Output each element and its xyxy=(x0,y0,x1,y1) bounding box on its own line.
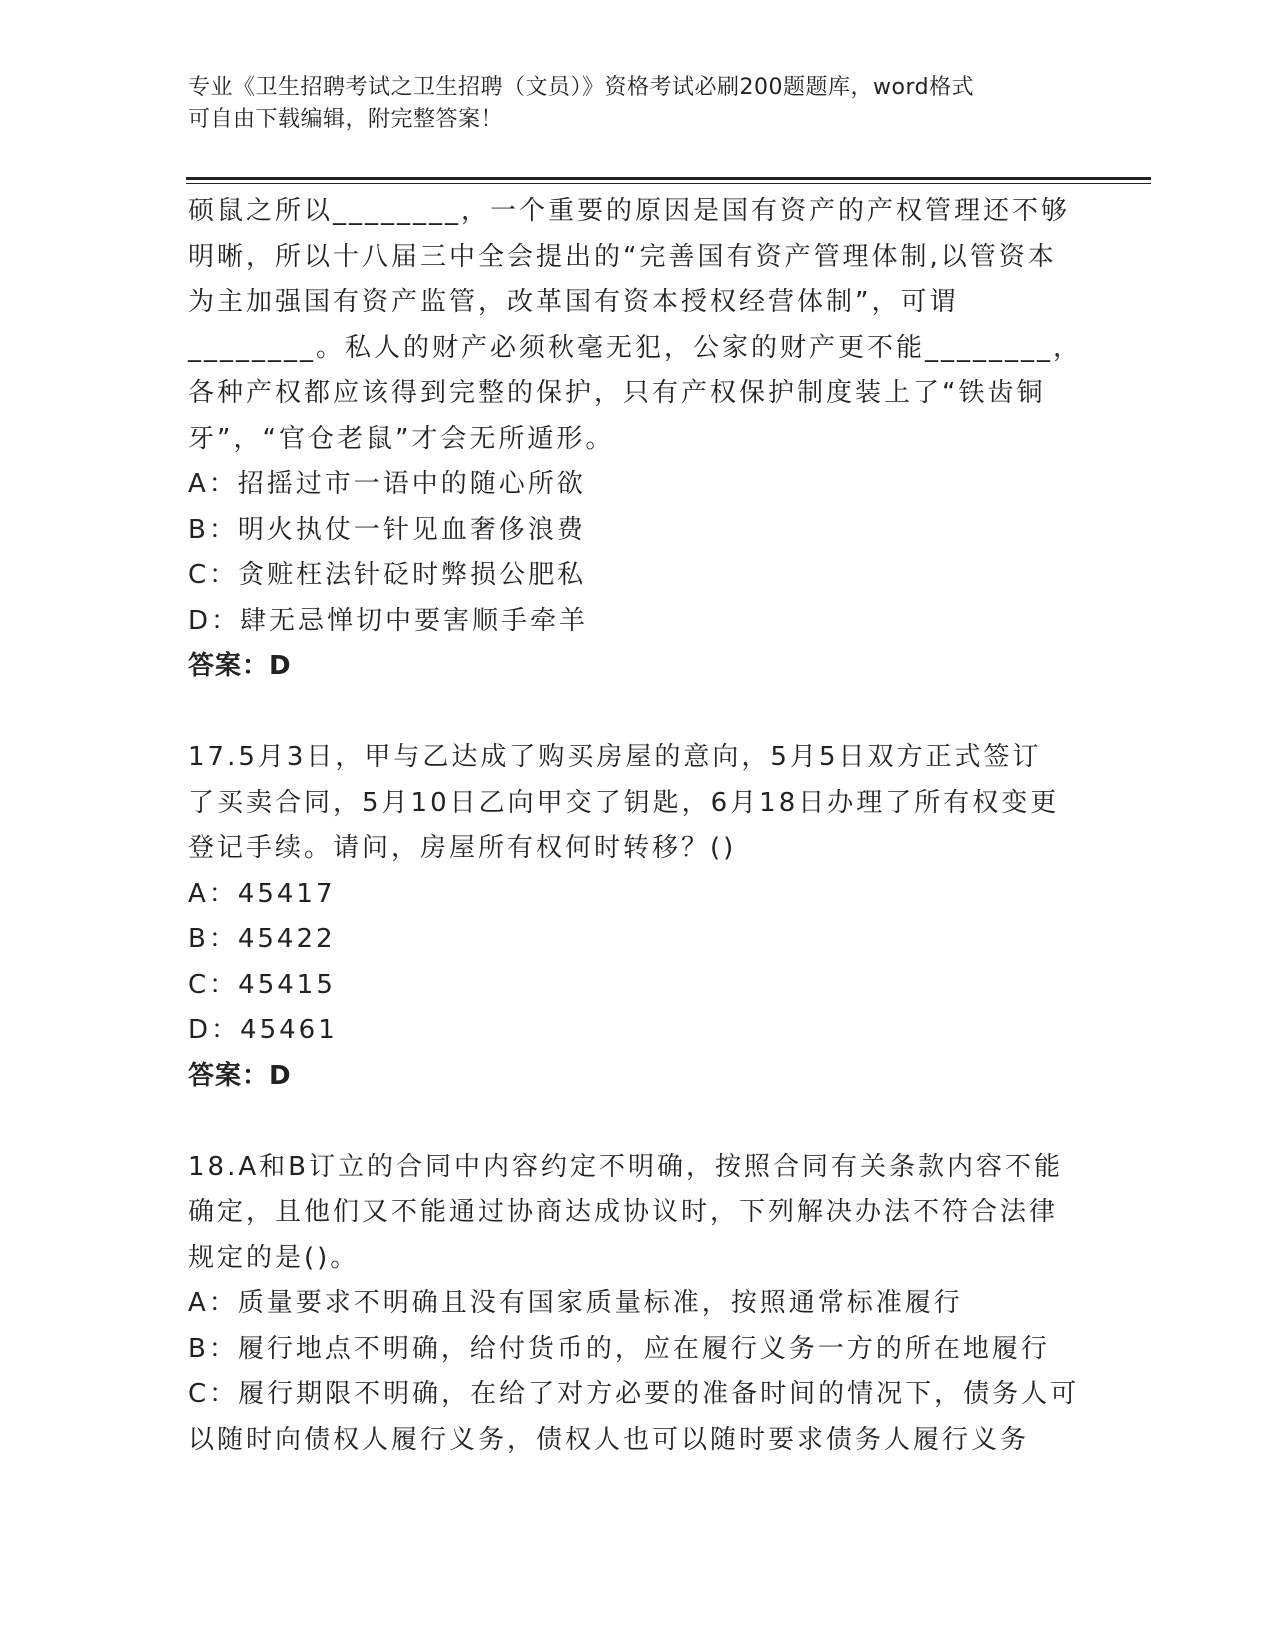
option-a: A：45417 xyxy=(188,878,336,909)
answer: 答案：D xyxy=(188,651,292,681)
question-16 xyxy=(188,189,1088,690)
spacer xyxy=(188,1099,1088,1145)
answer: 答案：D xyxy=(188,1060,292,1091)
question-stem-line: 为主加强国有资产监管，改革国有资本授权经营体制”，可谓 xyxy=(188,287,959,317)
spacer xyxy=(188,690,1088,736)
option-a: A：质量要求不明确且没有国家质量标准，按照通常标准履行 xyxy=(188,1288,963,1318)
document-header xyxy=(188,72,1068,136)
question-stem-line: 登记手续。请问，房屋所有权何时转移？() xyxy=(188,833,737,863)
option-b: B：明火执仗一针见血奢侈浪费 xyxy=(188,514,586,545)
option-c: C：履行期限不明确，在给了对方必要的准备时间的情况下，债务人可 xyxy=(188,1379,1080,1409)
option-c: C：45415 xyxy=(188,969,336,1000)
question-stem-line: 了买卖合同，5月10日乙向甲交了钥匙，6月18日办理了所有权变更 xyxy=(188,787,1060,818)
question-stem-line: ________。私人的财产必须秋毫无犯，公家的财产更不能________， xyxy=(188,332,1083,363)
question-stem-line: 规定的是()。 xyxy=(188,1242,360,1273)
question-stem-line: 确定，且他们又不能通过协商达成协议时，下列解决办法不符合法律 xyxy=(188,1197,1059,1227)
question-stem-line: 硕鼠之所以________，一个重要的原因是国有资产的产权管理还不够 xyxy=(188,196,1071,226)
header-rule-thick xyxy=(186,177,1151,180)
option-b: B：履行地点不明确，给付货币的，应在履行义务一方的所在地履行 xyxy=(188,1333,1050,1364)
header-rule-thin xyxy=(186,183,1151,184)
question-17 xyxy=(188,735,1088,1099)
question-stem-line: 17.5月3日，甲与乙达成了购买房屋的意向，5月5日双方正式签订 xyxy=(188,742,1042,772)
option-c: C：贪赃枉法针砭时弊损公肥私 xyxy=(188,560,587,590)
header-line-2: 可自由下载编辑，附完整答案！ xyxy=(188,107,504,132)
option-c-continued: 以随时向债权人履行义务，债权人也可以随时要求债务人履行义务 xyxy=(188,1424,1030,1455)
question-stem-line: 明晰，所以十八届三中全会提出的“完善国有资产管理体制,以管资本 xyxy=(188,241,1057,272)
option-d: D：45461 xyxy=(188,1015,338,1045)
question-18 xyxy=(188,1145,1088,1464)
question-content xyxy=(188,189,1088,1463)
question-stem-line: 18.A和B订立的合同中内容约定不明确，按照合同有关条款内容不能 xyxy=(188,1151,1063,1182)
option-a: A：招摇过市一语中的随心所欲 xyxy=(188,469,586,499)
question-stem-line: 各种产权都应该得到完整的保护，只有产权保护制度装上了“铁齿铜 xyxy=(188,378,1046,408)
option-b: B：45422 xyxy=(188,924,336,954)
option-d: D：肆无忌惮切中要害顺手牵羊 xyxy=(188,605,589,636)
question-stem-line: 牙”，“官仓老鼠”才会无所遁形。 xyxy=(188,423,615,454)
header-line-1: 专业《卫生招聘考试之卫生招聘（文员）》资格考试必刷200题题库，word格式 xyxy=(188,75,975,100)
